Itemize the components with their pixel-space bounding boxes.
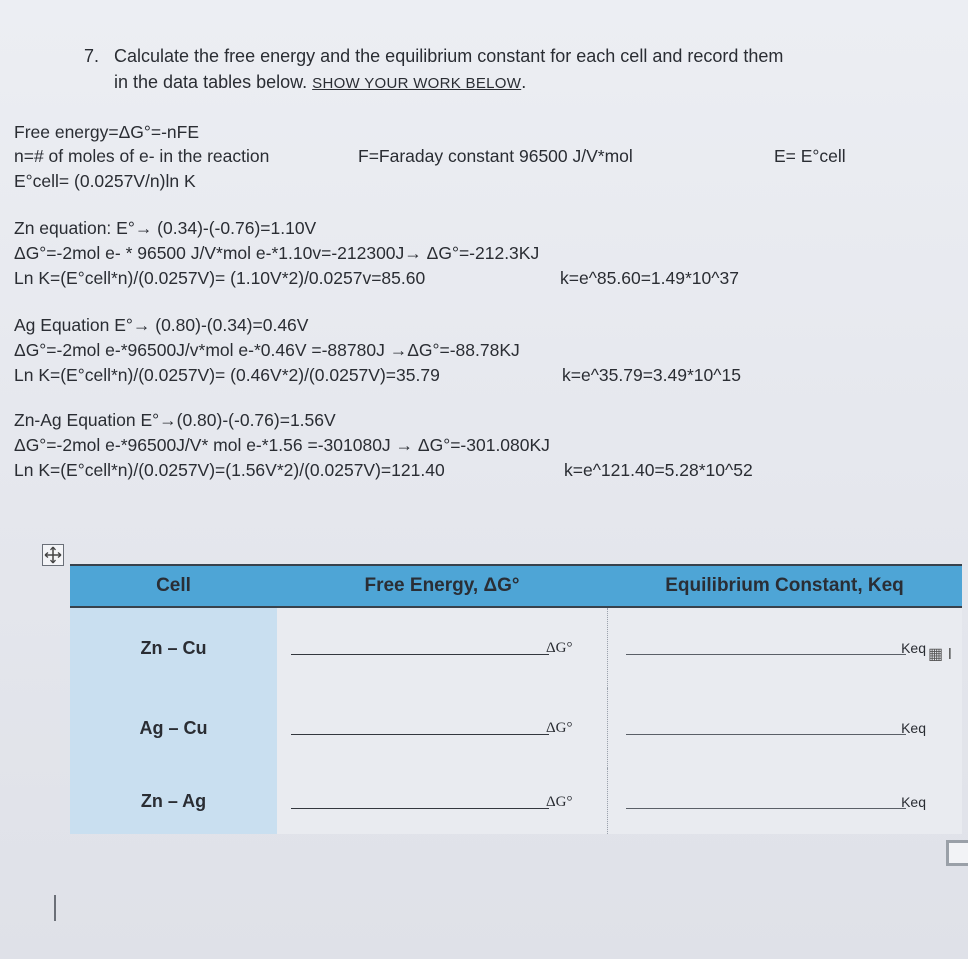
checkbox-icon[interactable]: [946, 840, 968, 866]
keq-entry[interactable]: [607, 688, 962, 768]
free-energy-entry[interactable]: [277, 768, 607, 834]
e-definition: E= E°cell: [774, 146, 846, 166]
ecell-formula: E°cell= (0.0257V/n)ln K: [14, 171, 196, 191]
keq-label: Keq: [901, 640, 926, 656]
move-handle-icon[interactable]: [42, 544, 64, 566]
table-row: [70, 768, 962, 834]
table-row: [70, 688, 962, 768]
answer-blank[interactable]: [291, 808, 549, 809]
delta-g-label: ΔG°: [546, 640, 573, 656]
zn-k-value: k=e^85.60=1.49*10^37: [560, 268, 739, 288]
header-cell: Cell: [70, 565, 277, 607]
znag-equation-line: Zn-Ag Equation E°→(0.80)-(-0.76)=1.56V: [14, 410, 336, 430]
answer-blank[interactable]: [626, 654, 907, 655]
text-cursor-icon: [54, 895, 56, 921]
free-energy-entry[interactable]: [277, 688, 607, 768]
table-row: [70, 607, 962, 688]
question-text-line2: [114, 72, 526, 93]
zn-free-energy-line: ΔG°=-2mol e- * 96500 J/V*mol e-*1.10v=-212300J→ ΔG°=-212.3KJ: [14, 243, 540, 263]
znag-lnk-line: Ln K=(E°cell*n)/(0.0257V)=(1.56V*2)/(0.0257V)=121.40: [14, 460, 445, 480]
show-work-emphasis: SHOW YOUR WORK BELOW: [312, 75, 522, 92]
keq-entry[interactable]: [607, 607, 962, 688]
question-text-line1: Calculate the free energy and the equilibrium constant for each cell and record them: [114, 46, 784, 66]
free-energy-entry[interactable]: [277, 607, 607, 688]
question-text-suffix: .: [521, 72, 527, 92]
zn-lnk-line: Ln K=(E°cell*n)/(0.0257V)= (1.10V*2)/0.0257v=85.60: [14, 268, 426, 288]
znag-k-value: k=e^121.40=5.28*10^52: [564, 460, 753, 480]
answer-blank[interactable]: [291, 734, 549, 735]
cell-name: Zn – Ag: [70, 768, 277, 834]
f-definition: F=Faraday constant 96500 J/V*mol: [358, 146, 633, 166]
free-energy-formula: Free energy=ΔG°=-nFE: [14, 122, 200, 142]
keq-label: Keq: [901, 720, 926, 736]
cell-name: Ag – Cu: [70, 688, 277, 768]
answer-blank[interactable]: [291, 654, 549, 655]
table-options-icon[interactable]: ▦ I: [928, 646, 953, 663]
zn-equation-line: Zn equation: E°→ (0.34)-(-0.76)=1.10V: [14, 218, 317, 238]
delta-g-label: ΔG°: [546, 794, 573, 810]
keq-entry[interactable]: [607, 768, 962, 834]
question-text-prefix: in the data tables below.: [114, 72, 313, 92]
n-definition: n=# of moles of e- in the reaction: [14, 146, 270, 166]
cell-name: Zn – Cu: [70, 607, 277, 688]
answer-blank[interactable]: [626, 734, 907, 735]
keq-label: Keq: [901, 794, 926, 810]
ag-lnk-line: Ln K=(E°cell*n)/(0.0257V)= (0.46V*2)/(0.0257V)=35.79: [14, 365, 440, 385]
answer-blank[interactable]: [626, 808, 907, 809]
ag-free-energy-line: ΔG°=-2mol e-*96500J/v*mol e-*0.46V =-88780J →ΔG°=-88.78KJ: [14, 340, 520, 360]
header-equilibrium-constant: Equilibrium Constant, Keq: [607, 565, 962, 607]
delta-g-label: ΔG°: [546, 720, 573, 736]
header-free-energy: Free Energy, ΔG°: [277, 565, 607, 607]
data-table: [70, 564, 962, 834]
znag-free-energy-line: ΔG°=-2mol e-*96500J/V* mol e-*1.56 =-301080J → ΔG°=-301.080KJ: [14, 435, 550, 455]
ag-k-value: k=e^35.79=3.49*10^15: [562, 365, 741, 385]
ag-equation-line: Ag Equation E°→ (0.80)-(0.34)=0.46V: [14, 315, 309, 335]
table-header-row: [70, 565, 962, 607]
question-number: 7.: [84, 46, 100, 66]
